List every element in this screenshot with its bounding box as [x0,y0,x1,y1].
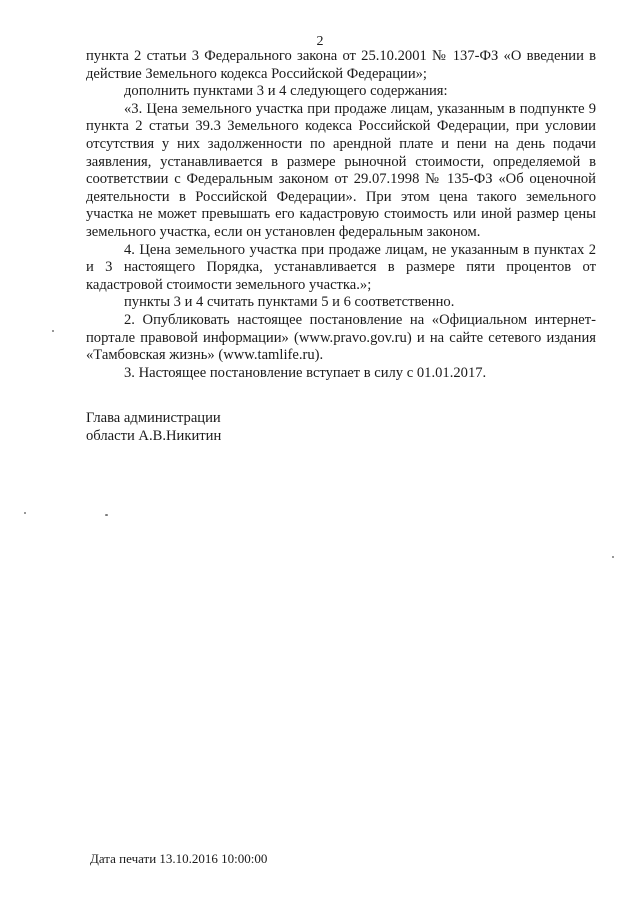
paragraph-item-4: 4. Цена земельного участка при продаже лицам, не указанным в пунктах 2 и 3 настоящего Порядка, устанавливается в размере пяти процентов от кадастровой стоимости земельного участка.»; [86,241,596,293]
paragraph-effective-date: 3. Настоящее постановление вступает в силу с 01.01.2017. [124,364,487,381]
signature-name: области А.В.Никитин [86,427,222,444]
paragraph-law-reference: пункта 2 статьи 3 Федерального закона от 25.10.2001 № 137-ФЗ «О введении в действие Земельного кодекса Российской Федерации»; [86,48,596,82]
document-body [86,48,596,382]
scan-speck [612,556,614,558]
print-date: Дата печати 13.10.2016 10:00:00 [90,851,268,866]
paragraph-renumbering: пункты 3 и 4 считать пунктами 5 и 6 соответственно. [124,294,455,311]
scan-speck [24,512,26,514]
paragraph-item-3: «3. Цена земельного участка при продаже лицам, указанным в подпункте 9 пункта 2 статьи 39.3 Земельного кодекса Российской Федерации, при условии отсутствия у них задолженности по арендной плате и пени на день подачи заявления, устанавливается в размере рыночной стоимости, определяемой в соответствии с Федеральным законом от 29.07.1998 № 135-ФЗ «Об оценочной деятельности в Российской Федерации». При этом цена такого земельного участка не может превышать его кадастровую стоимость или иной размер цены земельного участка, если он установлен федеральным законом. [86,100,596,240]
signature-title: Глава администрации [86,410,221,426]
scan-speck [105,514,108,516]
paragraph-publication: 2. Опубликовать настоящее постановление на «Официальном интернет-портале правовой информации» (www.pravo.gov.ru) и на сайте сетевого издания «Тамбовская жизнь» (www.tamlife.ru). [86,311,596,364]
signature-block [86,410,221,445]
page-number: 2 [316,34,324,49]
scan-speck [52,330,54,332]
paragraph-amendment-intro: дополнить пунктами 3 и 4 следующего содержания: [124,83,448,100]
